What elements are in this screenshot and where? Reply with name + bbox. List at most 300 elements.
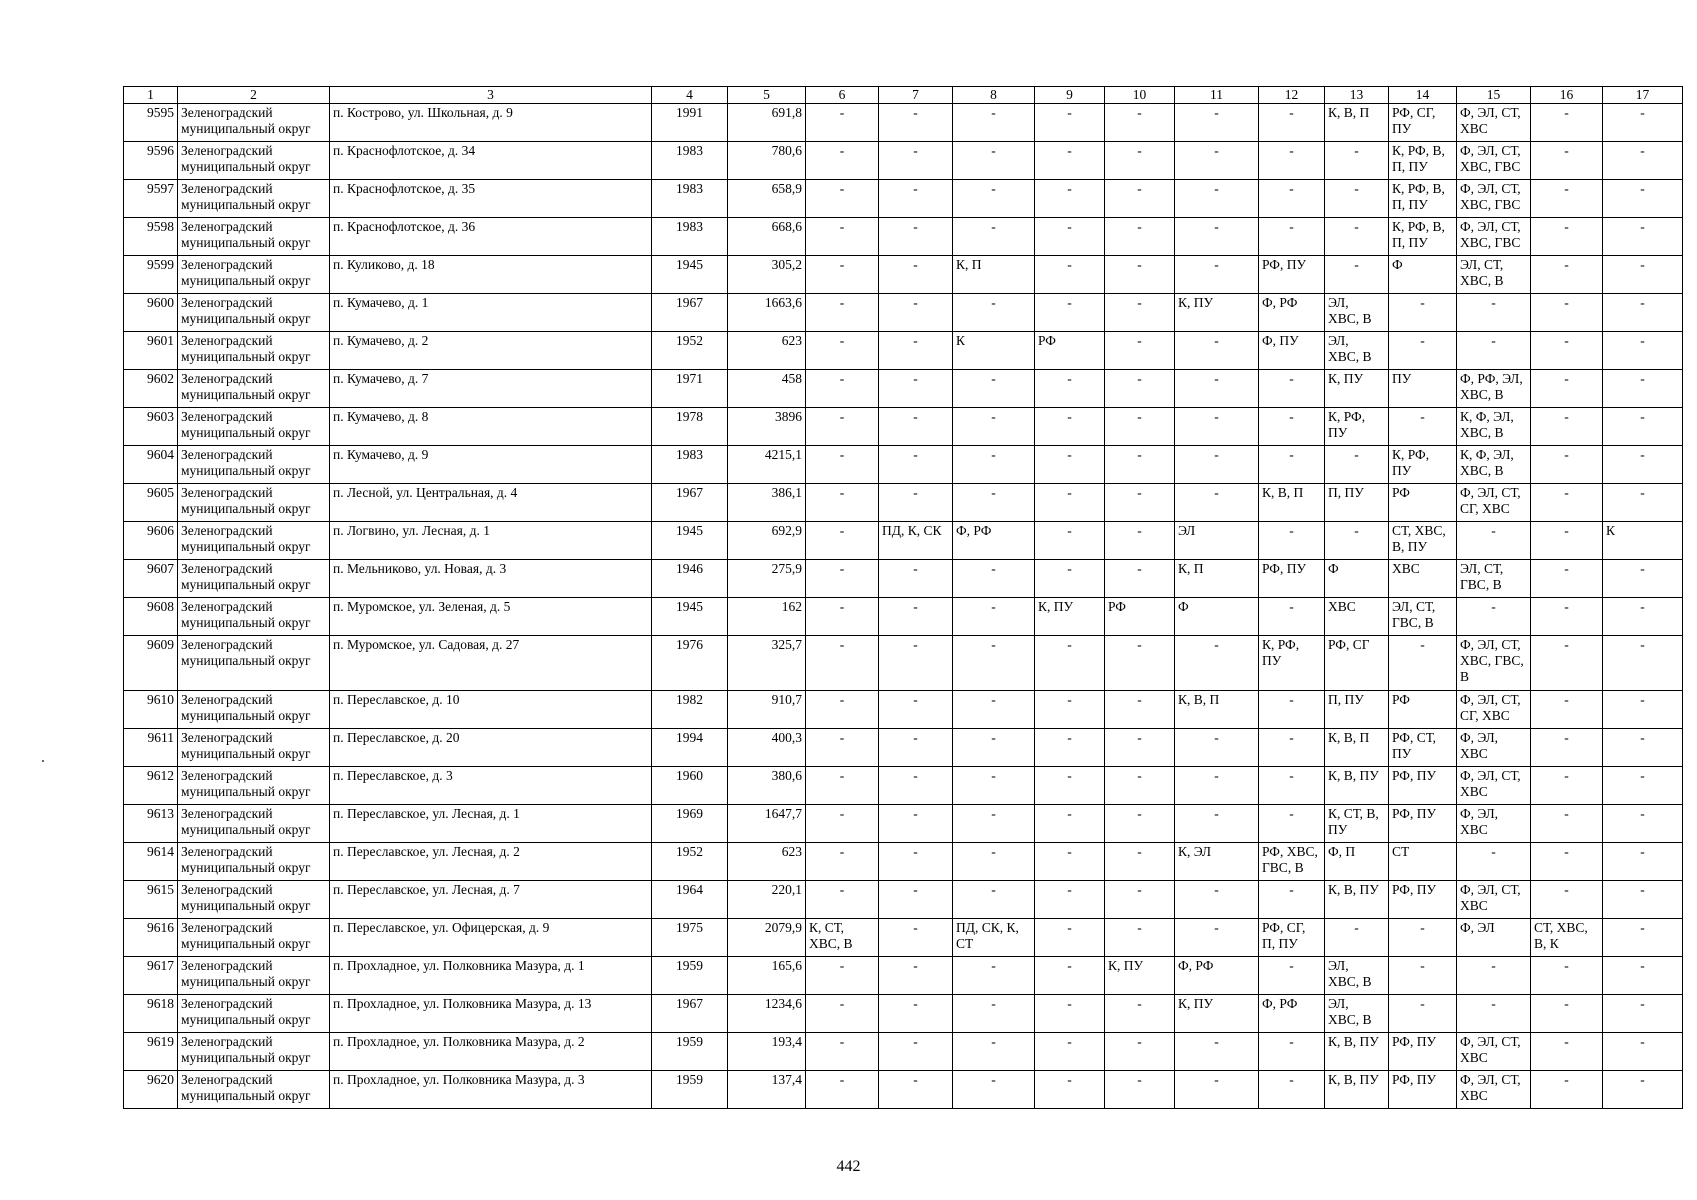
work-cell-col-12: - bbox=[1259, 104, 1325, 142]
work-cell-col-10: - bbox=[1105, 881, 1175, 919]
work-cell-col-17: - bbox=[1603, 408, 1683, 446]
work-cell-col-10: - bbox=[1105, 1071, 1175, 1109]
work-cell-col-8: - bbox=[953, 957, 1035, 995]
work-cell-col-14: ХВС bbox=[1389, 560, 1457, 598]
table-row bbox=[124, 560, 1683, 598]
table-row bbox=[124, 1071, 1683, 1109]
work-cell-col-9: - bbox=[1035, 446, 1105, 484]
work-cell-col-14: - bbox=[1389, 919, 1457, 957]
table-row bbox=[124, 408, 1683, 446]
work-cell-col-8: - bbox=[953, 1033, 1035, 1071]
work-cell-col-11: - bbox=[1175, 142, 1259, 180]
work-cell-col-8: К bbox=[953, 332, 1035, 370]
work-cell-col-9: - bbox=[1035, 560, 1105, 598]
work-cell-col-11: - bbox=[1175, 104, 1259, 142]
work-cell-col-10: - bbox=[1105, 446, 1175, 484]
work-cell-col-11: - bbox=[1175, 767, 1259, 805]
work-cell-col-8: Ф, РФ bbox=[953, 522, 1035, 560]
work-cell-col-11: Ф bbox=[1175, 598, 1259, 636]
column-header-4: 4 bbox=[652, 87, 728, 104]
work-cell-col-7: - bbox=[879, 104, 953, 142]
work-cell-col-11: - bbox=[1175, 180, 1259, 218]
year-cell: 1982 bbox=[652, 691, 728, 729]
area-cell: 193,4 bbox=[728, 1033, 806, 1071]
work-cell-col-11: К, ПУ bbox=[1175, 995, 1259, 1033]
work-cell-col-8: - bbox=[953, 691, 1035, 729]
work-cell-col-7: - bbox=[879, 560, 953, 598]
work-cell-col-14: К, РФ, В, П, ПУ bbox=[1389, 142, 1457, 180]
work-cell-col-10: РФ bbox=[1105, 598, 1175, 636]
work-cell-col-11: - bbox=[1175, 408, 1259, 446]
area-cell: 1234,6 bbox=[728, 995, 806, 1033]
work-cell-col-12: - bbox=[1259, 142, 1325, 180]
work-cell-col-12: - bbox=[1259, 522, 1325, 560]
work-cell-col-14: РФ, ПУ bbox=[1389, 805, 1457, 843]
work-cell-col-10: - bbox=[1105, 218, 1175, 256]
area-cell: 668,6 bbox=[728, 218, 806, 256]
work-cell-col-17: - bbox=[1603, 805, 1683, 843]
address-cell: п. Логвино, ул. Лесная, д. 1 bbox=[330, 522, 652, 560]
column-header-1: 1 bbox=[124, 87, 178, 104]
work-cell-col-12: - bbox=[1259, 218, 1325, 256]
work-cell-col-11: - bbox=[1175, 919, 1259, 957]
address-cell: п. Прохладное, ул. Полковника Мазура, д. 13 bbox=[330, 995, 652, 1033]
area-cell: 220,1 bbox=[728, 881, 806, 919]
work-cell-col-17: - bbox=[1603, 995, 1683, 1033]
row-number-cell: 9606 bbox=[124, 522, 178, 560]
year-cell: 1967 bbox=[652, 294, 728, 332]
area-cell: 162 bbox=[728, 598, 806, 636]
work-cell-col-12: - bbox=[1259, 1033, 1325, 1071]
work-cell-col-16: - bbox=[1531, 142, 1603, 180]
work-cell-col-15: - bbox=[1457, 598, 1531, 636]
column-header-8: 8 bbox=[953, 87, 1035, 104]
district-cell: Зеленоградский муниципальный округ bbox=[178, 843, 330, 881]
work-cell-col-10: - bbox=[1105, 843, 1175, 881]
work-cell-col-7: - bbox=[879, 691, 953, 729]
work-cell-col-9: - bbox=[1035, 957, 1105, 995]
address-cell: п. Переславское, ул. Офицерская, д. 9 bbox=[330, 919, 652, 957]
work-cell-col-16: - bbox=[1531, 598, 1603, 636]
work-cell-col-9: - bbox=[1035, 408, 1105, 446]
work-cell-col-14: РФ bbox=[1389, 484, 1457, 522]
year-cell: 1983 bbox=[652, 180, 728, 218]
work-cell-col-17: - bbox=[1603, 142, 1683, 180]
work-cell-col-13: ЭЛ, ХВС, В bbox=[1325, 294, 1389, 332]
work-cell-col-7: - bbox=[879, 218, 953, 256]
work-cell-col-11: - bbox=[1175, 805, 1259, 843]
area-cell: 1663,6 bbox=[728, 294, 806, 332]
work-cell-col-7: - bbox=[879, 805, 953, 843]
work-cell-col-13: РФ, СГ bbox=[1325, 636, 1389, 691]
work-cell-col-16: - bbox=[1531, 446, 1603, 484]
work-cell-col-14: - bbox=[1389, 636, 1457, 691]
work-cell-col-11: - bbox=[1175, 729, 1259, 767]
work-cell-col-16: - bbox=[1531, 408, 1603, 446]
work-cell-col-7: - bbox=[879, 408, 953, 446]
year-cell: 1976 bbox=[652, 636, 728, 691]
work-cell-col-6: К, СТ, ХВС, В bbox=[806, 919, 879, 957]
work-cell-col-15: - bbox=[1457, 294, 1531, 332]
work-cell-col-16: - bbox=[1531, 957, 1603, 995]
work-cell-col-7: - bbox=[879, 484, 953, 522]
district-cell: Зеленоградский муниципальный округ bbox=[178, 218, 330, 256]
work-cell-col-13: ЭЛ, ХВС, В bbox=[1325, 957, 1389, 995]
table-row bbox=[124, 332, 1683, 370]
work-cell-col-7: - bbox=[879, 843, 953, 881]
district-cell: Зеленоградский муниципальный округ bbox=[178, 957, 330, 995]
work-cell-col-14: К, РФ, В, П, ПУ bbox=[1389, 218, 1457, 256]
work-cell-col-8: - bbox=[953, 370, 1035, 408]
year-cell: 1959 bbox=[652, 1071, 728, 1109]
column-header-11: 11 bbox=[1175, 87, 1259, 104]
work-cell-col-9: - bbox=[1035, 180, 1105, 218]
work-cell-col-9: - bbox=[1035, 691, 1105, 729]
work-cell-col-13: - bbox=[1325, 446, 1389, 484]
year-cell: 1975 bbox=[652, 919, 728, 957]
work-cell-col-13: - bbox=[1325, 218, 1389, 256]
work-cell-col-7: - bbox=[879, 446, 953, 484]
register-table-body bbox=[124, 87, 1683, 1109]
area-cell: 386,1 bbox=[728, 484, 806, 522]
work-cell-col-9: - bbox=[1035, 843, 1105, 881]
work-cell-col-11: Ф, РФ bbox=[1175, 957, 1259, 995]
row-number-cell: 9596 bbox=[124, 142, 178, 180]
year-cell: 1991 bbox=[652, 104, 728, 142]
work-cell-col-14: - bbox=[1389, 332, 1457, 370]
area-cell: 623 bbox=[728, 332, 806, 370]
year-cell: 1959 bbox=[652, 957, 728, 995]
work-cell-col-6: - bbox=[806, 843, 879, 881]
address-cell: п. Лесной, ул. Центральная, д. 4 bbox=[330, 484, 652, 522]
area-cell: 4215,1 bbox=[728, 446, 806, 484]
district-cell: Зеленоградский муниципальный округ bbox=[178, 560, 330, 598]
row-number-cell: 9616 bbox=[124, 919, 178, 957]
work-cell-col-11: - bbox=[1175, 636, 1259, 691]
work-cell-col-9: - bbox=[1035, 881, 1105, 919]
work-cell-col-15: - bbox=[1457, 843, 1531, 881]
area-cell: 780,6 bbox=[728, 142, 806, 180]
work-cell-col-15: Ф, ЭЛ, СТ, СГ, ХВС bbox=[1457, 484, 1531, 522]
work-cell-col-14: - bbox=[1389, 995, 1457, 1033]
table-row bbox=[124, 957, 1683, 995]
column-header-13: 13 bbox=[1325, 87, 1389, 104]
work-cell-col-17: К bbox=[1603, 522, 1683, 560]
row-number-cell: 9615 bbox=[124, 881, 178, 919]
work-cell-col-16: - bbox=[1531, 180, 1603, 218]
work-cell-col-16: - bbox=[1531, 294, 1603, 332]
work-cell-col-16: - bbox=[1531, 767, 1603, 805]
row-number-cell: 9611 bbox=[124, 729, 178, 767]
district-cell: Зеленоградский муниципальный округ bbox=[178, 370, 330, 408]
work-cell-col-10: - bbox=[1105, 104, 1175, 142]
column-header-9: 9 bbox=[1035, 87, 1105, 104]
year-cell: 1983 bbox=[652, 218, 728, 256]
work-cell-col-13: К, ПУ bbox=[1325, 370, 1389, 408]
area-cell: 692,9 bbox=[728, 522, 806, 560]
work-cell-col-12: - bbox=[1259, 598, 1325, 636]
work-cell-col-12: К, В, П bbox=[1259, 484, 1325, 522]
district-cell: Зеленоградский муниципальный округ bbox=[178, 995, 330, 1033]
work-cell-col-8: - bbox=[953, 560, 1035, 598]
area-cell: 691,8 bbox=[728, 104, 806, 142]
row-number-cell: 9597 bbox=[124, 180, 178, 218]
work-cell-col-13: - bbox=[1325, 522, 1389, 560]
work-cell-col-8: - bbox=[953, 881, 1035, 919]
area-cell: 458 bbox=[728, 370, 806, 408]
work-cell-col-14: Ф bbox=[1389, 256, 1457, 294]
table-row bbox=[124, 598, 1683, 636]
work-cell-col-8: - bbox=[953, 104, 1035, 142]
work-cell-col-6: - bbox=[806, 370, 879, 408]
work-cell-col-6: - bbox=[806, 256, 879, 294]
work-cell-col-6: - bbox=[806, 294, 879, 332]
work-cell-col-7: - bbox=[879, 332, 953, 370]
table-row bbox=[124, 995, 1683, 1033]
address-cell: п. Краснофлотское, д. 34 bbox=[330, 142, 652, 180]
address-cell: п. Прохладное, ул. Полковника Мазура, д. 2 bbox=[330, 1033, 652, 1071]
year-cell: 1971 bbox=[652, 370, 728, 408]
work-cell-col-6: - bbox=[806, 1033, 879, 1071]
work-cell-col-17: - bbox=[1603, 636, 1683, 691]
work-cell-col-7: - bbox=[879, 294, 953, 332]
work-cell-col-13: ХВС bbox=[1325, 598, 1389, 636]
address-cell: п. Переславское, д. 20 bbox=[330, 729, 652, 767]
work-cell-col-15: Ф, ЭЛ, ХВС bbox=[1457, 805, 1531, 843]
work-cell-col-9: - bbox=[1035, 636, 1105, 691]
district-cell: Зеленоградский муниципальный округ bbox=[178, 805, 330, 843]
table-row bbox=[124, 522, 1683, 560]
work-cell-col-8: - bbox=[953, 218, 1035, 256]
work-cell-col-8: - bbox=[953, 995, 1035, 1033]
work-cell-col-16: - bbox=[1531, 636, 1603, 691]
table-row bbox=[124, 919, 1683, 957]
work-cell-col-17: - bbox=[1603, 218, 1683, 256]
district-cell: Зеленоградский муниципальный округ bbox=[178, 484, 330, 522]
work-cell-col-10: - bbox=[1105, 484, 1175, 522]
area-cell: 658,9 bbox=[728, 180, 806, 218]
row-number-cell: 9601 bbox=[124, 332, 178, 370]
table-row bbox=[124, 256, 1683, 294]
column-header-10: 10 bbox=[1105, 87, 1175, 104]
area-cell: 325,7 bbox=[728, 636, 806, 691]
work-cell-col-16: - bbox=[1531, 691, 1603, 729]
year-cell: 1983 bbox=[652, 446, 728, 484]
work-cell-col-11: - bbox=[1175, 218, 1259, 256]
district-cell: Зеленоградский муниципальный округ bbox=[178, 881, 330, 919]
work-cell-col-17: - bbox=[1603, 446, 1683, 484]
work-cell-col-15: Ф, ЭЛ, СТ, ХВС bbox=[1457, 104, 1531, 142]
district-cell: Зеленоградский муниципальный округ bbox=[178, 598, 330, 636]
address-cell: п. Кумачево, д. 9 bbox=[330, 446, 652, 484]
work-cell-col-13: К, СТ, В, ПУ bbox=[1325, 805, 1389, 843]
year-cell: 1946 bbox=[652, 560, 728, 598]
work-cell-col-13: К, В, ПУ bbox=[1325, 767, 1389, 805]
work-cell-col-6: - bbox=[806, 180, 879, 218]
column-header-16: 16 bbox=[1531, 87, 1603, 104]
work-cell-col-8: - bbox=[953, 484, 1035, 522]
work-cell-col-7: - bbox=[879, 881, 953, 919]
work-cell-col-9: РФ bbox=[1035, 332, 1105, 370]
address-cell: п. Краснофлотское, д. 35 bbox=[330, 180, 652, 218]
work-cell-col-14: К, РФ, ПУ bbox=[1389, 446, 1457, 484]
work-cell-col-16: - bbox=[1531, 370, 1603, 408]
work-cell-col-15: Ф, ЭЛ, СТ, ХВС, ГВС bbox=[1457, 142, 1531, 180]
column-number-header bbox=[124, 87, 1683, 104]
year-cell: 1959 bbox=[652, 1033, 728, 1071]
work-cell-col-17: - bbox=[1603, 332, 1683, 370]
work-cell-col-15: - bbox=[1457, 995, 1531, 1033]
row-number-cell: 9608 bbox=[124, 598, 178, 636]
work-cell-col-10: - bbox=[1105, 370, 1175, 408]
work-cell-col-6: - bbox=[806, 598, 879, 636]
table-row bbox=[124, 767, 1683, 805]
work-cell-col-6: - bbox=[806, 142, 879, 180]
table-row bbox=[124, 729, 1683, 767]
work-cell-col-10: - bbox=[1105, 1033, 1175, 1071]
address-cell: п. Муромское, ул. Зеленая, д. 5 bbox=[330, 598, 652, 636]
work-cell-col-16: - bbox=[1531, 729, 1603, 767]
work-cell-col-13: ЭЛ, ХВС, В bbox=[1325, 995, 1389, 1033]
work-cell-col-10: - bbox=[1105, 805, 1175, 843]
work-cell-col-10: - bbox=[1105, 522, 1175, 560]
work-cell-col-16: - bbox=[1531, 843, 1603, 881]
work-cell-col-12: - bbox=[1259, 957, 1325, 995]
column-header-6: 6 bbox=[806, 87, 879, 104]
work-cell-col-6: - bbox=[806, 560, 879, 598]
district-cell: Зеленоградский муниципальный округ bbox=[178, 636, 330, 691]
work-cell-col-13: - bbox=[1325, 919, 1389, 957]
work-cell-col-12: - bbox=[1259, 805, 1325, 843]
work-cell-col-6: - bbox=[806, 636, 879, 691]
work-cell-col-8: - bbox=[953, 636, 1035, 691]
work-cell-col-17: - bbox=[1603, 843, 1683, 881]
work-cell-col-10: - bbox=[1105, 180, 1175, 218]
row-number-cell: 9610 bbox=[124, 691, 178, 729]
table-row bbox=[124, 446, 1683, 484]
work-cell-col-14: РФ, ПУ bbox=[1389, 1071, 1457, 1109]
work-cell-col-10: - bbox=[1105, 636, 1175, 691]
work-cell-col-12: - bbox=[1259, 881, 1325, 919]
work-cell-col-17: - bbox=[1603, 881, 1683, 919]
work-cell-col-11: К, ЭЛ bbox=[1175, 843, 1259, 881]
year-cell: 1964 bbox=[652, 881, 728, 919]
work-cell-col-7: - bbox=[879, 1033, 953, 1071]
work-cell-col-6: - bbox=[806, 881, 879, 919]
row-number-cell: 9605 bbox=[124, 484, 178, 522]
work-cell-col-15: Ф, ЭЛ, СТ, ХВС, ГВС, В bbox=[1457, 636, 1531, 691]
work-cell-col-14: РФ, СТ, ПУ bbox=[1389, 729, 1457, 767]
row-number-cell: 9599 bbox=[124, 256, 178, 294]
year-cell: 1978 bbox=[652, 408, 728, 446]
work-cell-col-15: Ф, ЭЛ, ХВС bbox=[1457, 729, 1531, 767]
address-cell: п. Куликово, д. 18 bbox=[330, 256, 652, 294]
work-cell-col-16: - bbox=[1531, 995, 1603, 1033]
work-cell-col-11: - bbox=[1175, 881, 1259, 919]
work-cell-col-8: - bbox=[953, 843, 1035, 881]
work-cell-col-10: - bbox=[1105, 919, 1175, 957]
work-cell-col-6: - bbox=[806, 332, 879, 370]
column-header-2: 2 bbox=[178, 87, 330, 104]
work-cell-col-9: - bbox=[1035, 104, 1105, 142]
address-cell: п. Кумачево, д. 8 bbox=[330, 408, 652, 446]
work-cell-col-12: - bbox=[1259, 767, 1325, 805]
work-cell-col-13: К, В, П bbox=[1325, 729, 1389, 767]
work-cell-col-14: СТ, ХВС, В, ПУ bbox=[1389, 522, 1457, 560]
work-cell-col-15: - bbox=[1457, 957, 1531, 995]
row-number-cell: 9602 bbox=[124, 370, 178, 408]
work-cell-col-7: - bbox=[879, 370, 953, 408]
row-number-cell: 9603 bbox=[124, 408, 178, 446]
work-cell-col-12: РФ, ПУ bbox=[1259, 560, 1325, 598]
work-cell-col-7: - bbox=[879, 142, 953, 180]
work-cell-col-13: К, РФ, ПУ bbox=[1325, 408, 1389, 446]
work-cell-col-9: - bbox=[1035, 1071, 1105, 1109]
work-cell-col-15: Ф, ЭЛ, СТ, ХВС bbox=[1457, 1033, 1531, 1071]
work-cell-col-10: - bbox=[1105, 729, 1175, 767]
work-cell-col-13: ЭЛ, ХВС, В bbox=[1325, 332, 1389, 370]
row-number-cell: 9595 bbox=[124, 104, 178, 142]
row-number-cell: 9613 bbox=[124, 805, 178, 843]
work-cell-col-9: - bbox=[1035, 256, 1105, 294]
district-cell: Зеленоградский муниципальный округ bbox=[178, 294, 330, 332]
work-cell-col-14: РФ, СГ, ПУ bbox=[1389, 104, 1457, 142]
district-cell: Зеленоградский муниципальный округ bbox=[178, 522, 330, 560]
column-header-7: 7 bbox=[879, 87, 953, 104]
work-cell-col-9: - bbox=[1035, 370, 1105, 408]
work-cell-col-17: - bbox=[1603, 767, 1683, 805]
work-cell-col-8: К, П bbox=[953, 256, 1035, 294]
work-cell-col-13: П, ПУ bbox=[1325, 691, 1389, 729]
work-cell-col-12: Ф, РФ bbox=[1259, 294, 1325, 332]
work-cell-col-6: - bbox=[806, 957, 879, 995]
work-cell-col-14: - bbox=[1389, 957, 1457, 995]
address-cell: п. Мельниково, ул. Новая, д. 3 bbox=[330, 560, 652, 598]
work-cell-col-11: - bbox=[1175, 332, 1259, 370]
column-header-12: 12 bbox=[1259, 87, 1325, 104]
year-cell: 1969 bbox=[652, 805, 728, 843]
work-cell-col-14: РФ bbox=[1389, 691, 1457, 729]
work-cell-col-12: - bbox=[1259, 370, 1325, 408]
work-cell-col-14: ПУ bbox=[1389, 370, 1457, 408]
work-cell-col-7: - bbox=[879, 256, 953, 294]
work-cell-col-8: - bbox=[953, 408, 1035, 446]
row-number-cell: 9619 bbox=[124, 1033, 178, 1071]
work-cell-col-14: РФ, ПУ bbox=[1389, 1033, 1457, 1071]
table-row bbox=[124, 180, 1683, 218]
area-cell: 3896 bbox=[728, 408, 806, 446]
work-cell-col-6: - bbox=[806, 1071, 879, 1109]
address-cell: п. Прохладное, ул. Полковника Мазура, д. 3 bbox=[330, 1071, 652, 1109]
work-cell-col-15: Ф, ЭЛ, СТ, ХВС bbox=[1457, 1071, 1531, 1109]
work-cell-col-16: - bbox=[1531, 256, 1603, 294]
work-cell-col-12: РФ, СГ, П, ПУ bbox=[1259, 919, 1325, 957]
work-cell-col-11: ЭЛ bbox=[1175, 522, 1259, 560]
year-cell: 1952 bbox=[652, 332, 728, 370]
work-cell-col-15: - bbox=[1457, 522, 1531, 560]
work-cell-col-12: Ф, РФ bbox=[1259, 995, 1325, 1033]
work-cell-col-8: - bbox=[953, 1071, 1035, 1109]
work-cell-col-6: - bbox=[806, 522, 879, 560]
work-cell-col-11: - bbox=[1175, 446, 1259, 484]
work-cell-col-13: П, ПУ bbox=[1325, 484, 1389, 522]
district-cell: Зеленоградский муниципальный округ bbox=[178, 1033, 330, 1071]
work-cell-col-12: Ф, ПУ bbox=[1259, 332, 1325, 370]
register-table bbox=[123, 86, 1683, 1109]
work-cell-col-10: - bbox=[1105, 332, 1175, 370]
work-cell-col-9: - bbox=[1035, 995, 1105, 1033]
area-cell: 400,3 bbox=[728, 729, 806, 767]
